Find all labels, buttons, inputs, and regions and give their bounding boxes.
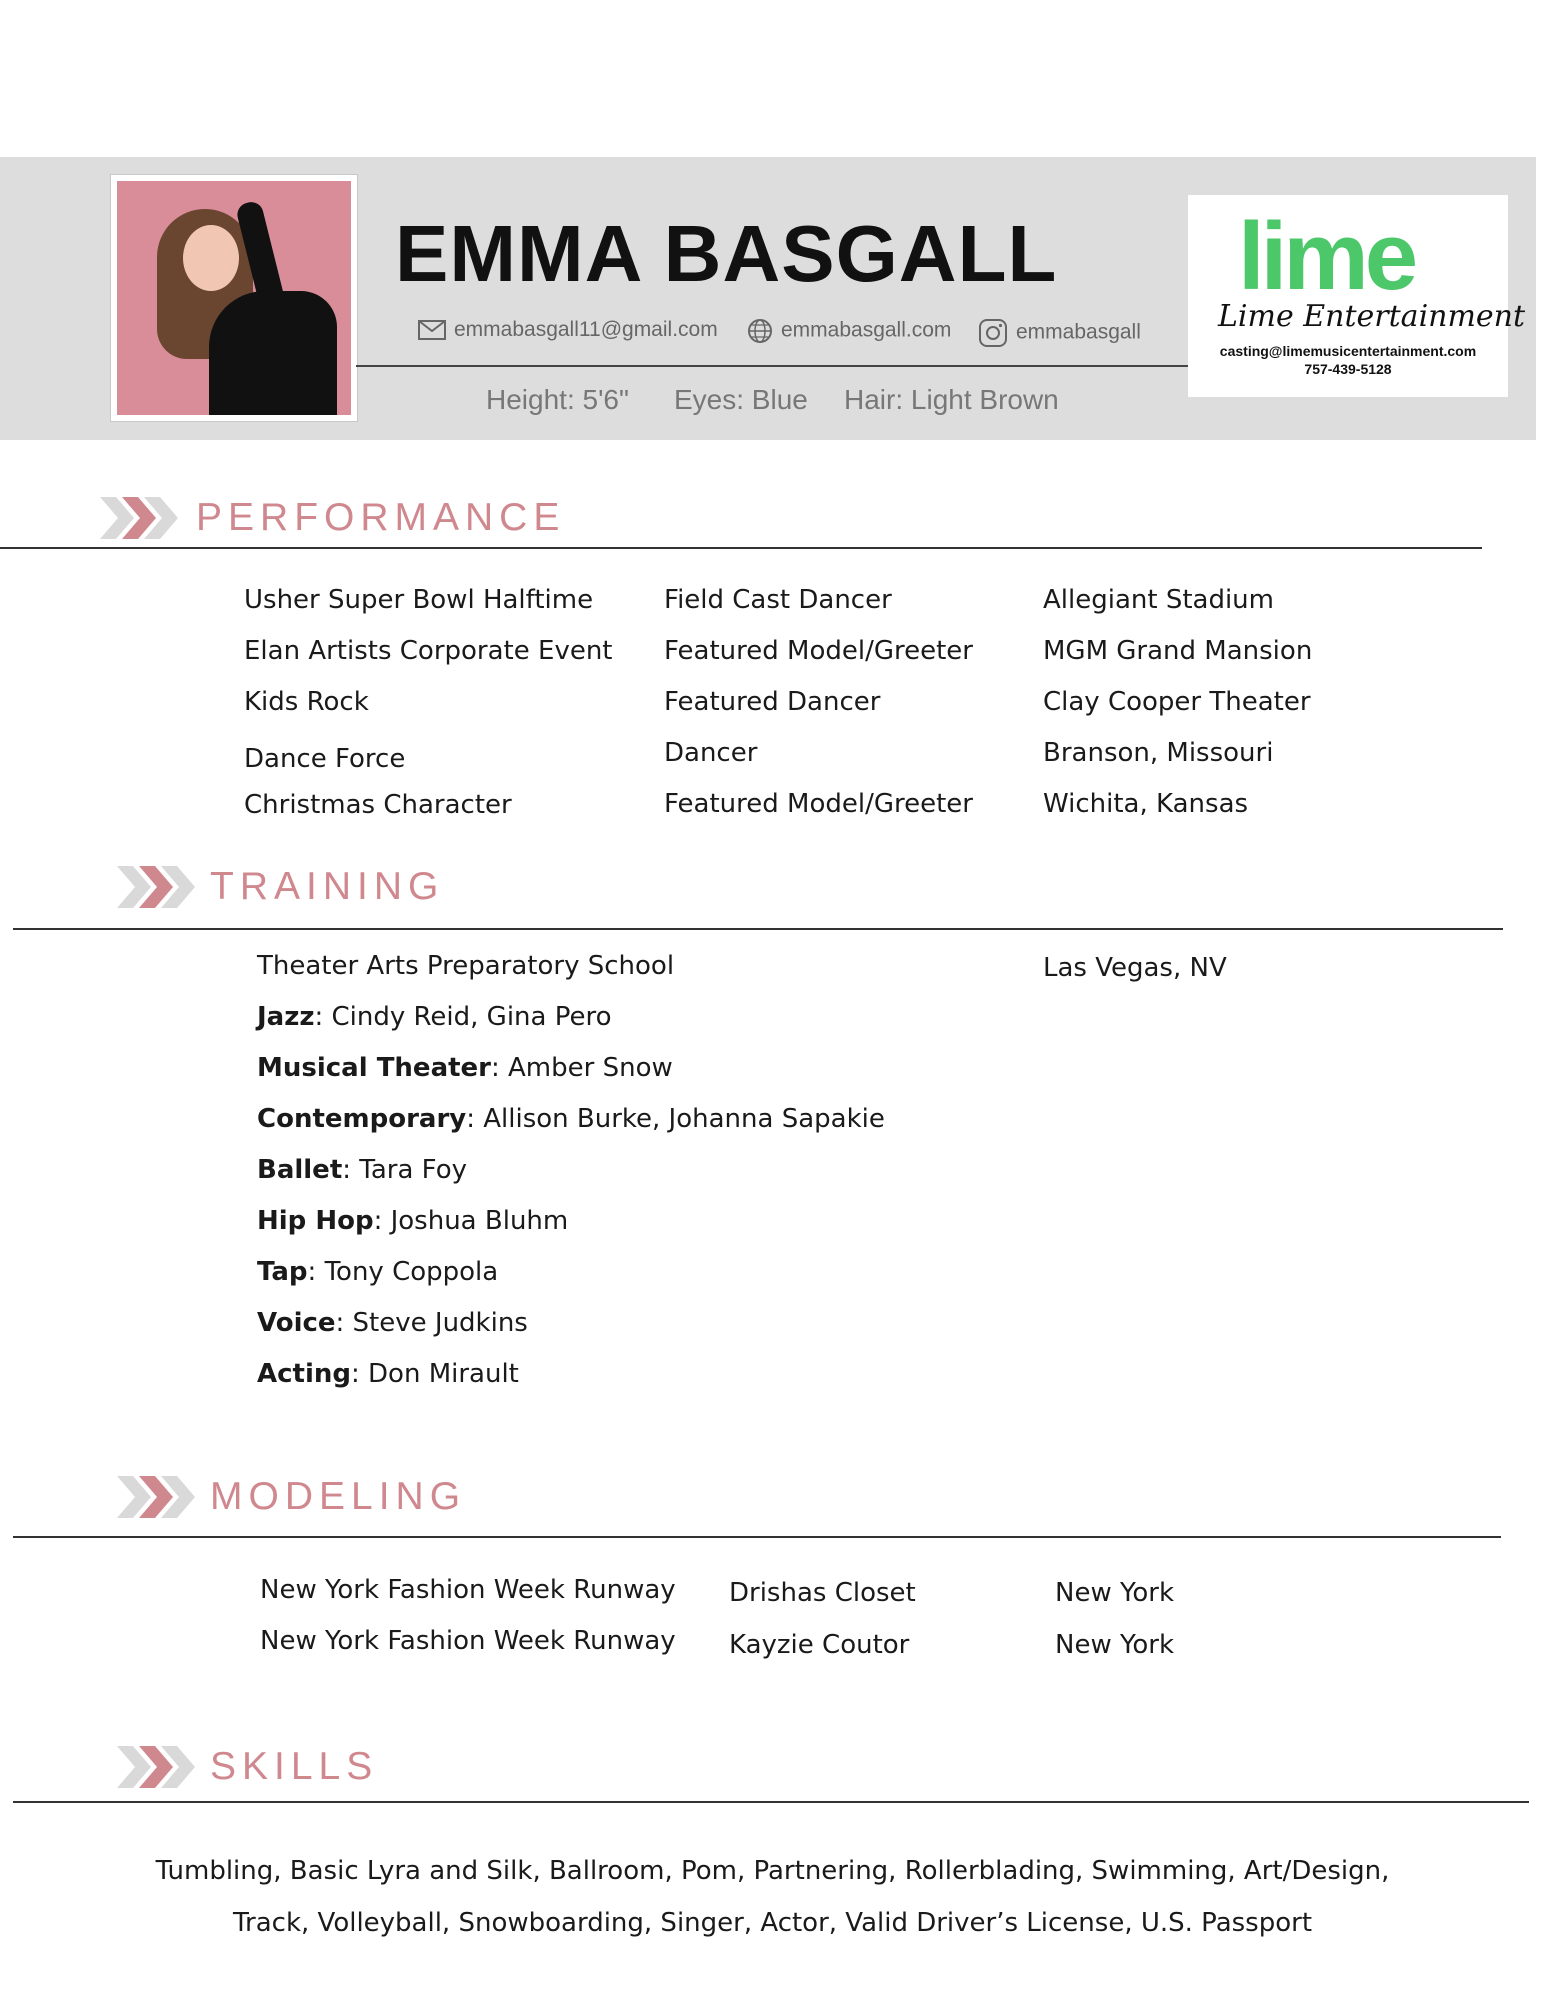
- eyes-stat: Eyes: Blue: [674, 384, 808, 415]
- logo-tagline: Lime Entertainment: [1218, 299, 1526, 334]
- chevron-arrows-icon: [117, 1744, 199, 1790]
- header-divider: [356, 365, 1188, 367]
- performance-cell: Allegiant Stadium: [1043, 585, 1274, 615]
- performance-cell: Branson, Missouri: [1043, 738, 1274, 768]
- skills-divider: [13, 1801, 1529, 1803]
- performance-cell: Clay Cooper Theater: [1043, 687, 1311, 717]
- skills-line: Tumbling, Basic Lyra and Silk, Ballroom, Pom, Partnering, Rollerblading, Swimming, Art/Design,: [155, 1856, 1390, 1886]
- instagram-icon: [978, 318, 1008, 348]
- performance-cell: Christmas Character: [244, 790, 512, 820]
- performance-cell: Dancer: [664, 738, 758, 768]
- performance-heading: PERFORMANCE: [196, 496, 566, 539]
- performance-cell: Field Cast Dancer: [664, 585, 892, 615]
- performance-divider: [0, 547, 1482, 549]
- performance-cell: Kids Rock: [244, 687, 369, 717]
- logo-wordmark: lime: [1238, 203, 1415, 310]
- training-divider: [13, 928, 1503, 930]
- modeling-divider: [13, 1536, 1501, 1538]
- modeling-heading: MODELING: [210, 1475, 467, 1518]
- modeling-cell: New York Fashion Week Runway: [260, 1626, 676, 1656]
- performance-cell: Featured Dancer: [664, 687, 881, 717]
- instagram-text: emmabasgall: [1016, 320, 1141, 344]
- email-contact[interactable]: [418, 318, 718, 342]
- performance-cell: Featured Model/Greeter: [664, 636, 973, 666]
- performance-cell: Elan Artists Corporate Event: [244, 636, 613, 666]
- headshot-photo: [110, 174, 358, 422]
- logo-phone: 757-439-5128: [1304, 361, 1392, 377]
- modeling-cell: Drishas Closet: [729, 1578, 916, 1608]
- chevron-arrows-icon: [117, 1474, 199, 1520]
- email-text: emmabasgall11@gmail.com: [454, 318, 718, 341]
- instagram-contact[interactable]: [978, 318, 1141, 348]
- training-item: Musical Theater: Amber Snow: [257, 1053, 673, 1083]
- training-item: Hip Hop: Joshua Bluhm: [257, 1206, 569, 1236]
- skills-heading: SKILLS: [210, 1745, 379, 1788]
- logo-email: casting@limemusicentertainment.com: [1219, 343, 1477, 359]
- website-contact[interactable]: [747, 318, 951, 344]
- chevron-arrows-icon: [100, 495, 182, 541]
- training-item: Jazz: Cindy Reid, Gina Pero: [257, 1002, 612, 1032]
- performance-cell: Featured Model/Greeter: [664, 789, 973, 819]
- globe-icon: [747, 318, 773, 344]
- website-text: emmabasgall.com: [781, 318, 952, 342]
- modeling-cell: New York: [1055, 1630, 1175, 1660]
- training-school: Theater Arts Preparatory School: [257, 951, 675, 981]
- page-title: EMMA BASGALL: [395, 209, 1058, 298]
- training-location: Las Vegas, NV: [1043, 953, 1227, 983]
- training-item: Tap: Tony Coppola: [257, 1257, 499, 1287]
- chevron-arrows-icon: [117, 864, 199, 910]
- performance-cell: MGM Grand Mansion: [1043, 636, 1313, 666]
- agency-logo: [1188, 195, 1526, 397]
- performance-cell: Dance Force: [244, 744, 406, 774]
- training-item: Acting: Don Mirault: [257, 1359, 519, 1389]
- envelope-icon: [418, 320, 446, 340]
- training-item: Voice: Steve Judkins: [257, 1308, 528, 1338]
- training-heading: TRAINING: [210, 865, 445, 908]
- modeling-cell: New York Fashion Week Runway: [260, 1575, 676, 1605]
- height-stat: Height: 5'6": [486, 384, 629, 415]
- skills-line: Track, Volleyball, Snowboarding, Singer, Actor, Valid Driver’s License, U.S. Passport: [232, 1908, 1313, 1938]
- training-item: Ballet: Tara Foy: [257, 1155, 467, 1185]
- performance-cell: Usher Super Bowl Halftime: [244, 585, 594, 615]
- performance-cell: Wichita, Kansas: [1043, 789, 1249, 819]
- hair-stat: Hair: Light Brown: [844, 384, 1059, 415]
- modeling-cell: New York: [1055, 1578, 1175, 1608]
- modeling-cell: Kayzie Coutor: [729, 1630, 910, 1660]
- training-item: Contemporary: Allison Burke, Johanna Sapakie: [257, 1104, 885, 1134]
